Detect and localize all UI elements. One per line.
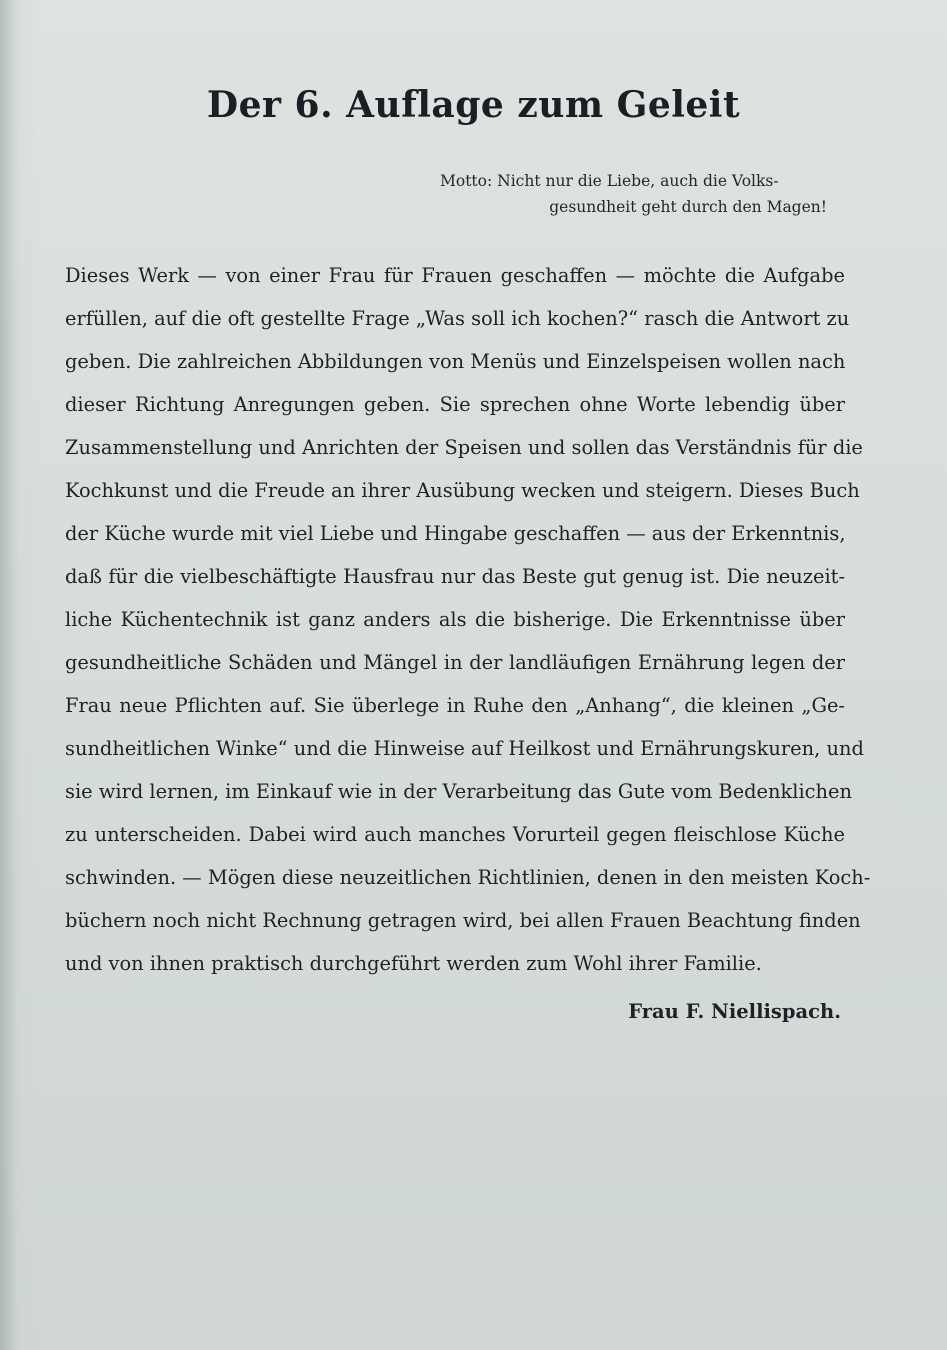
body-line: schwinden. — Mögen diese neuzeitlichen Richtlinien, denen in den meisten Koch- [65, 866, 871, 889]
motto-line-1: Motto: Nicht nur die Liebe, auch die Volks- [440, 172, 779, 190]
body-line: daß für die vielbeschäftigte Hausfrau nur das Beste gut genug ist. Die neuzeit- [65, 565, 845, 588]
body-line: gesundheitliche Schäden und Mängel in der landläufigen Ernährung legen der [65, 651, 845, 674]
page-title: Der 6. Auflage zum Geleit [206, 84, 741, 126]
body-line: Dieses Werk — von einer Frau für Frauen geschaffen — möchte die Aufgabe [65, 264, 845, 287]
body-line: büchern noch nicht Rechnung getragen wird, bei allen Frauen Beachtung finden [65, 909, 861, 932]
body-line: und von ihnen praktisch durchgeführt werden zum Wohl ihrer Familie. [65, 952, 762, 975]
motto [440, 168, 845, 220]
body-line: Zusammenstellung und Anrichten der Speisen und sollen das Verständnis für die [65, 436, 863, 459]
motto-line-2: gesundheit geht durch den Magen! [549, 198, 827, 216]
body-line: zu unterscheiden. Dabei wird auch manches Vorurteil gegen fleischlose Küche [65, 823, 845, 846]
body-line: Frau neue Pflichten auf. Sie überlege in Ruhe den „Anhang“, die kleinen „Ge- [65, 694, 845, 717]
body-line: erfüllen, auf die oft gestellte Frage „Was soll ich kochen?“ rasch die Antwort zu [65, 307, 850, 330]
body-line: liche Küchentechnik ist ganz anders als die bisherige. Die Erkenntnisse über [65, 608, 845, 631]
body-line: Kochkunst und die Freude an ihrer Ausübung wecken und steigern. Dieses Buch [65, 479, 860, 502]
body-line: sie wird lernen, im Einkauf wie in der Verarbeitung das Gute vom Bedenklichen [65, 780, 852, 803]
body-line: dieser Richtung Anregungen geben. Sie sprechen ohne Worte lebendig über [65, 393, 845, 416]
body-line: geben. Die zahlreichen Abbildungen von Menüs und Einzelspeisen wollen nach [65, 350, 846, 373]
body-line: sundheitlichen Winke“ und die Hinweise auf Heilkost und Ernährungskuren, und [65, 737, 864, 760]
body-paragraph [65, 254, 871, 985]
body-line: der Küche wurde mit viel Liebe und Hingabe geschaffen — aus der Erkenntnis, [65, 522, 846, 545]
signature: Frau F. Niellispach. [628, 1000, 841, 1023]
